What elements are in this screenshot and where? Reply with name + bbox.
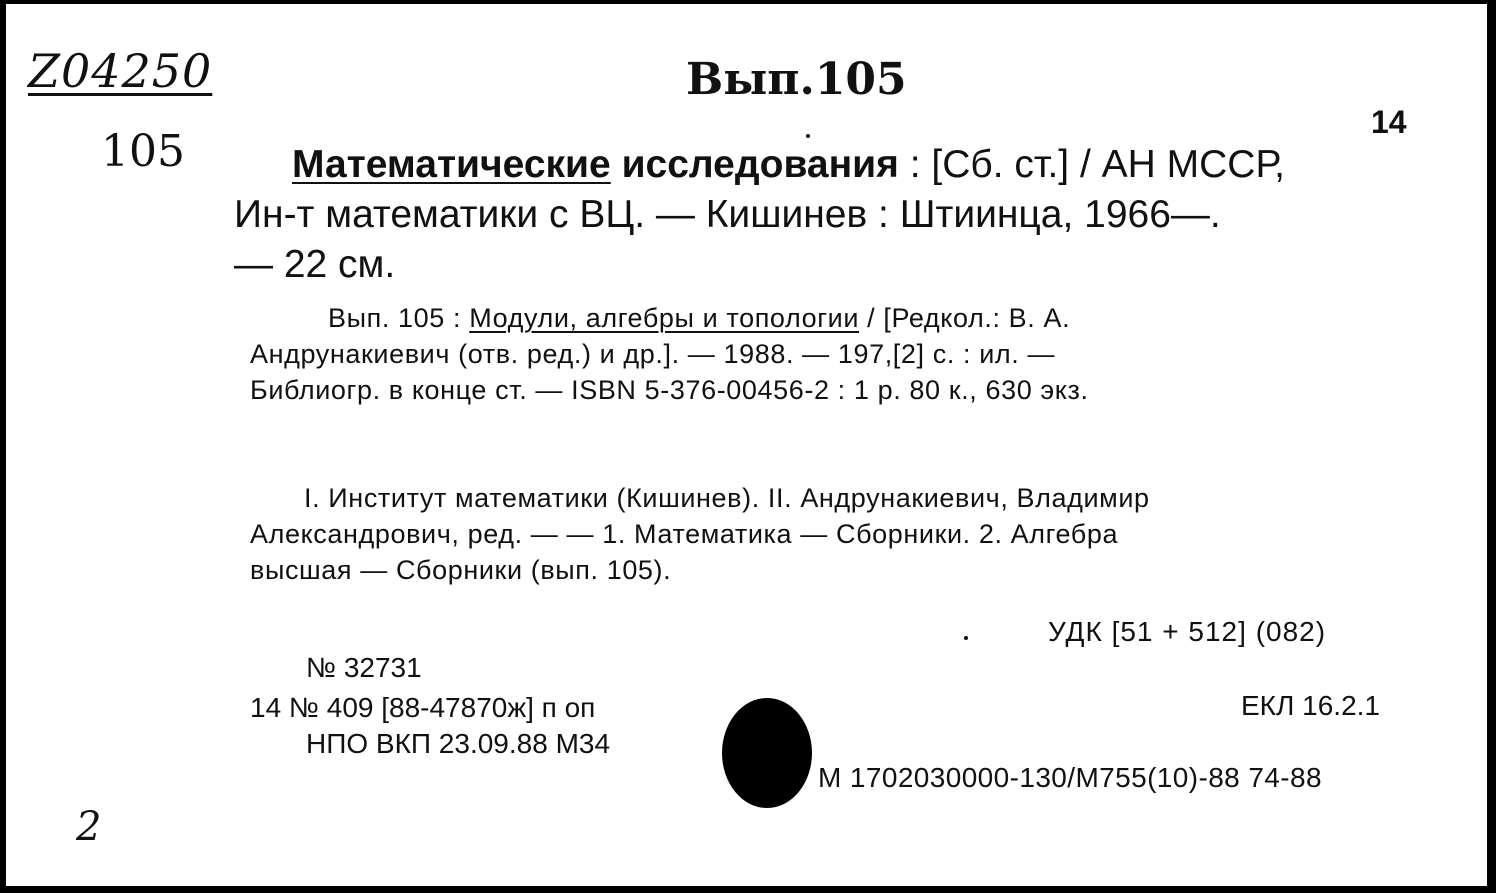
volume-entry: [250, 300, 1089, 408]
title-main: Математические: [292, 143, 611, 186]
title-rest: исследования: [610, 143, 899, 186]
registration-number: № 32731: [306, 652, 422, 683]
title-line-2: Ин-т математики с ВЦ. — Кишинев : Штиинца, 1966—.: [234, 193, 1221, 236]
catalog-card: [4, 2, 1489, 888]
volume-suffix: / [Редкол.: В. А.: [859, 303, 1071, 333]
speck: [964, 636, 968, 640]
volume-title: Модули, алгебры и топологии: [469, 303, 860, 333]
volume-line-2: Андрунакиевич (отв. ред.) и др.]. — 1988. — 197,[2] с. : ил. —: [250, 339, 1056, 369]
tracings: [250, 480, 1150, 588]
issue-label: Вып.105: [686, 54, 907, 105]
ekl-code: ЕКЛ 16.2.1: [1241, 690, 1380, 721]
call-number: Z04250: [28, 44, 213, 98]
volume-line-3: Библиогр. в конце ст. — ISBN 5-376-00456-2 : 1 р. 80 к., 630 экз.: [250, 375, 1089, 405]
order-number: 14 № 409 [88-47870ж] п оп: [250, 692, 596, 723]
title-line-1: [234, 140, 1285, 190]
title-entry: [234, 140, 1285, 290]
title-line1-tail: : [Сб. ст.] / АН МССР,: [898, 143, 1285, 186]
tracings-line-1: I. Институт математики (Кишинев). II. Андрунакиевич, Владимир: [304, 483, 1150, 513]
publisher-mark: М 1702030000-130/М755(10)-88 74-88: [818, 762, 1322, 793]
printer-line: НПО ВКП 23.09.88 М34: [306, 728, 611, 759]
volume-line-1: [250, 300, 1089, 336]
call-number-sub: 105: [101, 126, 185, 177]
volume-prefix: Вып. 105 :: [328, 303, 470, 333]
card-number: 14: [1371, 104, 1407, 140]
tracings-line-2: Александрович, ред. — — 1. Математика — Сборники. 2. Алгебра: [250, 519, 1119, 549]
title-line-3: — 22 см.: [234, 243, 396, 286]
handwritten-note: 2: [76, 804, 102, 850]
udk-code: УДК [51 + 512] (082): [1048, 616, 1327, 647]
speck: [806, 134, 810, 138]
punch-hole: [722, 698, 812, 808]
tracings-line-3: высшая — Сборники (вып. 105).: [250, 555, 672, 585]
